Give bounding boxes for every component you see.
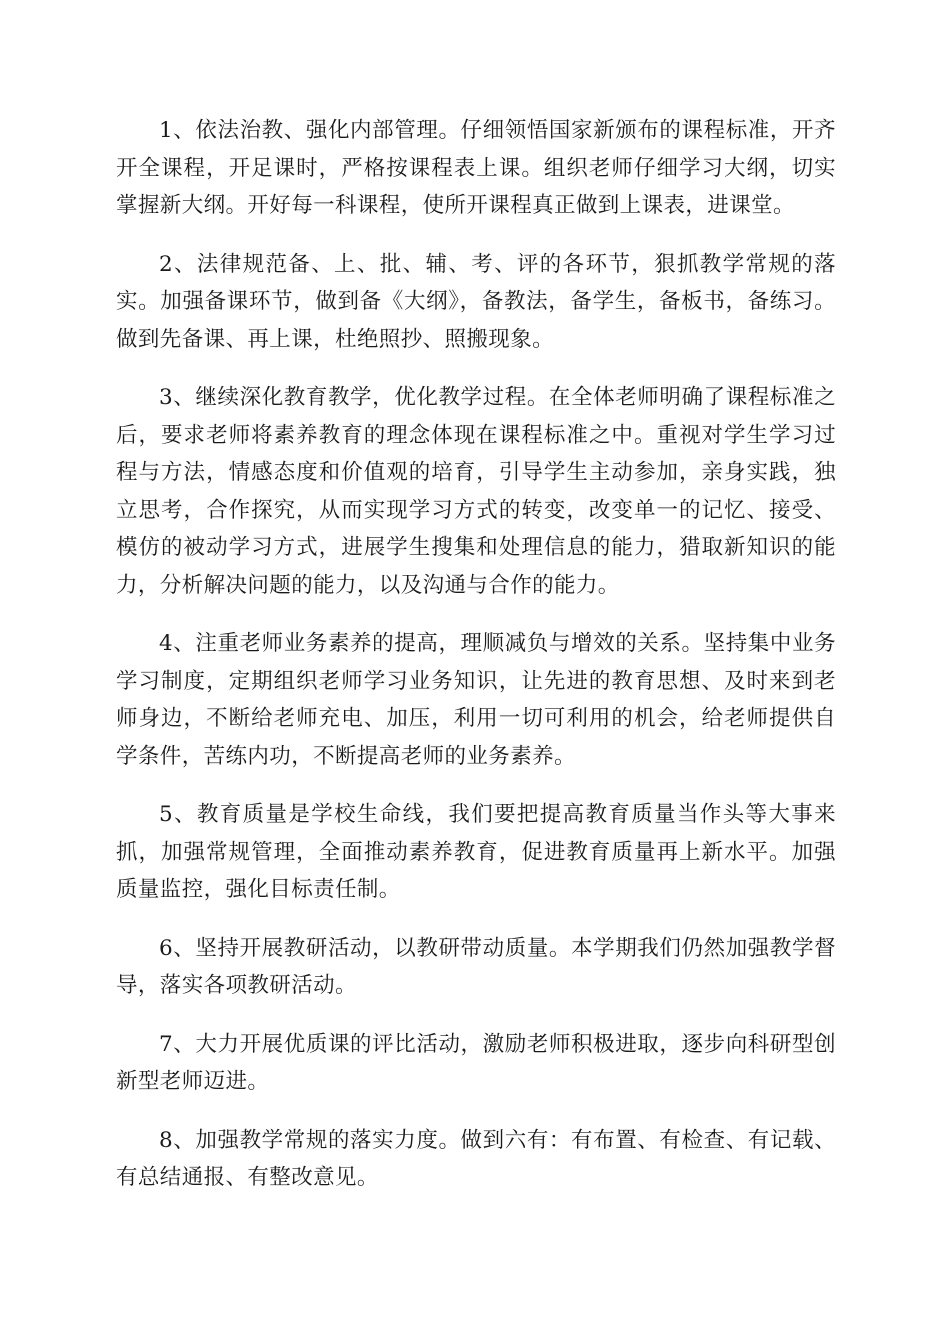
- paragraph-2: 2、法律规范备、上、批、辅、考、评的各环节，狠抓教学常规的落实。加强备课环节，做到备《大纲》，备教法，备学生，备板书，备练习。做到先备课、再上课，杜绝照抄、照搬现象。: [116, 251, 836, 352]
- paragraph-7: 7、大力开展优质课的评比活动，激励老师积极进取，逐步向科研型创新型老师迈进。: [116, 1031, 836, 1094]
- paragraph-6: 6、坚持开展教研活动，以教研带动质量。本学期我们仍然加强教学督导，落实各项教研活动。: [116, 935, 836, 998]
- document-body: [116, 112, 836, 1218]
- paragraph-3: 3、继续深化教育教学，优化教学过程。在全体老师明确了课程标准之后，要求老师将素养教育的理念体现在课程标准之中。重视对学生学习过程与方法，情感态度和价值观的培育，引导学生主动参加，亲身实践，独立思考，合作探究，从而实现学习方式的转变，改变单一的记忆、接受、模仿的被动学习方式，进展学生搜集和处理信息的能力，猎取新知识的能力，分析解决问题的能力，以及沟通与合作的能力。: [116, 385, 836, 598]
- paragraph-1: 1、依法治教、强化内部管理。仔细领悟国家新颁布的课程标准，开齐开全课程，开足课时，严格按课程表上课。组织老师仔细学习大纲，切实掌握新大纲。开好每一科课程，使所开课程真正做到上课表，进课堂。: [116, 118, 836, 218]
- paragraph-8: 8、加强教学常规的落实力度。做到六有：有布置、有检查、有记载、有总结通报、有整改意见。: [116, 1127, 836, 1190]
- paragraph-4: 4、注重老师业务素养的提高，理顺减负与增效的关系。坚持集中业务学习制度，定期组织老师学习业务知识，让先进的教育思想、及时来到老师身边，不断给老师充电、加压，利用一切可利用的机会，给老师提供自学条件，苦练内功，不断提高老师的业务素养。: [116, 631, 836, 769]
- paragraph-5: 5、教育质量是学校生命线，我们要把提高教育质量当作头等大事来抓，加强常规管理，全面推动素养教育，促进教育质量再上新水平。加强质量监控，强化目标责任制。: [116, 802, 836, 902]
